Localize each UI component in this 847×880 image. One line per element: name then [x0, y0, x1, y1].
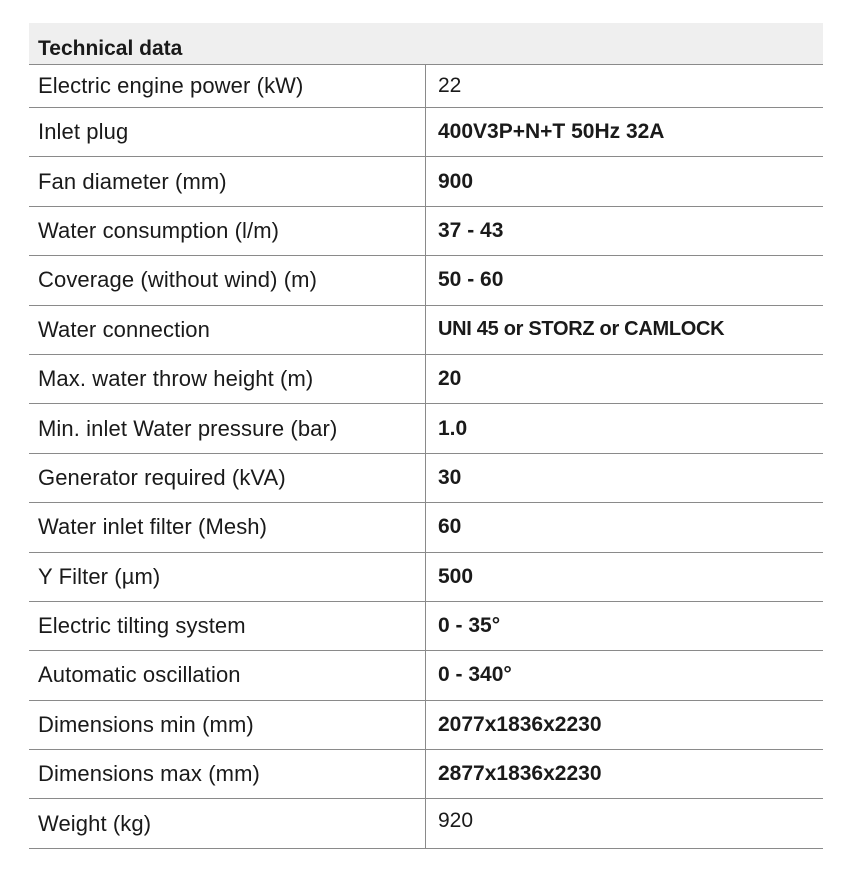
table-row-automatic-oscillation [29, 651, 823, 700]
table-row-y-filter [29, 553, 823, 602]
row-value: 500 [438, 564, 474, 588]
row-label: Electric engine power (kW) [29, 65, 426, 107]
table-row-fan-diameter [29, 157, 823, 206]
row-label: Electric tilting system [29, 602, 426, 650]
row-label: Max. water throw height (m) [29, 355, 426, 403]
table-row-weight [29, 799, 823, 848]
table-row-generator-required [29, 454, 823, 503]
row-value: 20 [438, 367, 462, 391]
table-row-water-consumption [29, 207, 823, 256]
row-label: Dimensions min (mm) [29, 701, 426, 749]
table-row-water-connection [29, 306, 823, 355]
row-value: 50 - 60 [438, 268, 504, 292]
table-row-electric-tilting-system [29, 602, 823, 651]
row-value: 400V3P+N+T 50Hz 32A [438, 120, 665, 144]
row-value: 60 [438, 515, 462, 539]
row-label: Fan diameter (mm) [29, 157, 426, 205]
row-label: Y Filter (µm) [29, 553, 426, 601]
row-label: Inlet plug [29, 108, 426, 156]
table-row-coverage [29, 256, 823, 305]
table-title: Technical data [38, 37, 183, 60]
row-label: Min. inlet Water pressure (bar) [29, 404, 426, 452]
table-header [29, 23, 823, 65]
row-label: Weight (kg) [29, 799, 426, 847]
table-row-electric-engine-power [29, 65, 823, 108]
table-row-min-inlet-water-pressure [29, 404, 823, 453]
row-value: UNI 45 or STORZ or CAMLOCK [438, 318, 725, 341]
row-value: 1.0 [438, 416, 468, 440]
table-row-max-water-throw-height [29, 355, 823, 404]
row-label: Water consumption (l/m) [29, 207, 426, 255]
table-row-water-inlet-filter [29, 503, 823, 552]
row-value: 920 [438, 809, 474, 833]
row-label: Coverage (without wind) (m) [29, 256, 426, 304]
technical-data-table [29, 23, 823, 849]
row-value: 37 - 43 [438, 218, 504, 242]
row-value: 900 [438, 169, 474, 193]
row-value: 22 [438, 74, 462, 97]
row-value: 0 - 340° [438, 663, 512, 687]
table-row-inlet-plug [29, 108, 823, 157]
row-value: 2077x1836x2230 [438, 712, 602, 736]
table-row-dimensions-max [29, 750, 823, 799]
row-label: Water inlet filter (Mesh) [29, 503, 426, 551]
row-label: Dimensions max (mm) [29, 750, 426, 798]
row-value: 2877x1836x2230 [438, 762, 602, 786]
row-label: Generator required (kVA) [29, 454, 426, 502]
row-label: Automatic oscillation [29, 651, 426, 699]
table-row-dimensions-min [29, 701, 823, 750]
row-label: Water connection [29, 306, 426, 354]
row-value: 0 - 35° [438, 614, 501, 638]
row-value: 30 [438, 465, 462, 489]
